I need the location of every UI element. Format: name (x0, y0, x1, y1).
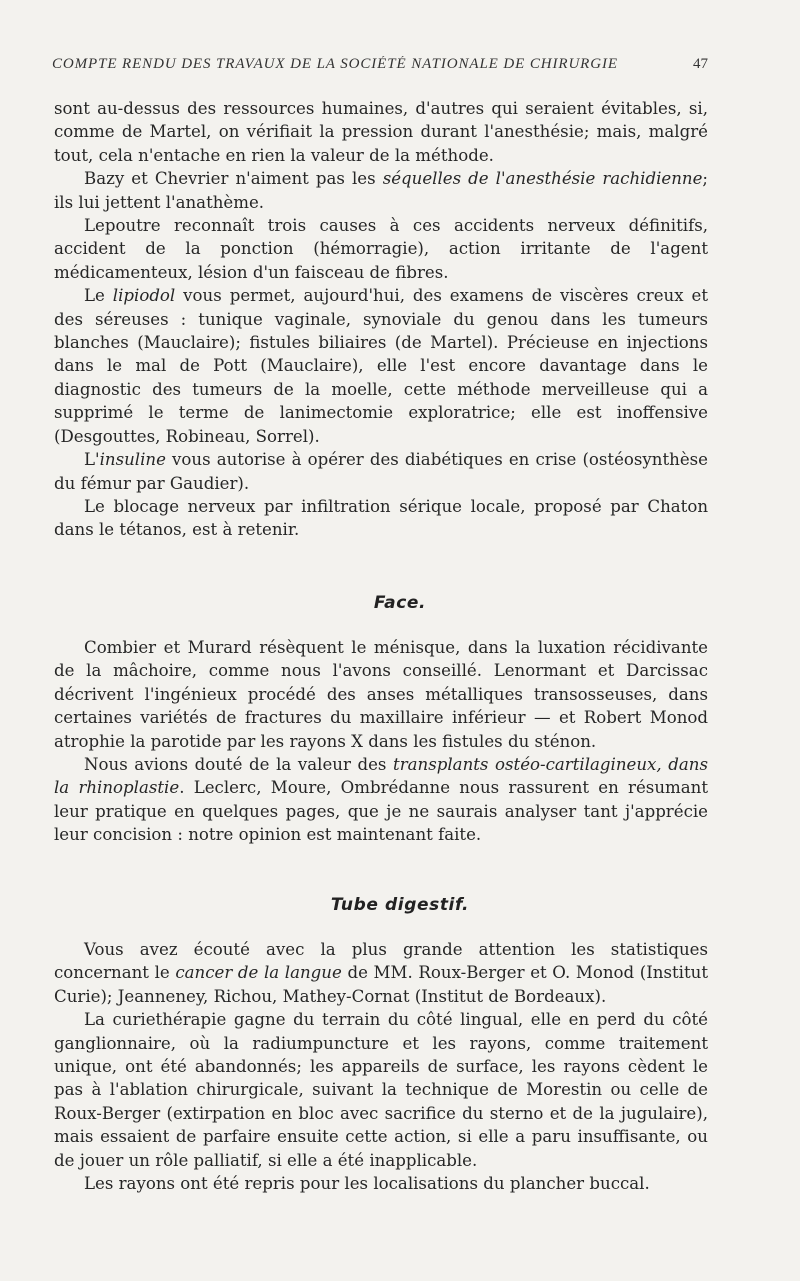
section-tube-digestif (54, 938, 708, 1195)
text-run: sont au-dessus des ressources humaines, d'autres qui seraient évitables, si, comme de Martel, on vérifiait la pression durant l'anesthésie; mais, malgré tout, cela n'entache en rien la valeur de la méthode. (54, 99, 708, 165)
text-run: La curiethérapie gagne du terrain du côté lingual, elle en perd du côté ganglionnaire, où la radiumpuncture et les rayons, comme traitement unique, ont été abandonnés; les appareils de surface, les rayons cèdent le pas à l'ablation chirurgicale, suivant la technique de Morestin ou celle de Roux-Berger (extirpation en bloc avec sacrifice du sterno et de la jugulaire), mais essaient de parfaire ensuite cette action, si elle a paru insuffisante, ou de jouer un rôle palliatif, si elle a été inapplicable. (54, 1010, 708, 1170)
paragraph (54, 167, 708, 214)
paragraph (54, 938, 708, 1008)
text-run: Lepoutre reconnaît trois causes à ces accidents nerveux définitifs, accident de la ponction (hémorragie), action irritante de l'agent médicamenteux, lésion d'un faisceau de fibres. (54, 216, 708, 282)
italic-term: cancer de la langue (175, 963, 342, 983)
text-run: ; ils lui jettent l'anathème. (54, 169, 708, 212)
text-run: vous permet, aujourd'hui, des examens de viscères creux et des séreuses : tunique vaginale, synoviale du genou dans les tumeurs blanches (Mauclaire); fistules biliaires (de Martel). Précieuse en injections dans le mal de Pott (Mauclaire), elle l'est encore davantage dans le diagnostic des tumeurs de la moelle, cette méthode merveilleuse qui a supprimé le terme de lanimectomie exploratrice; elle est inoffensive (Desgouttes, Robineau, Sorrel). (54, 286, 708, 446)
text-run: Bazy et Chevrier n'aiment pas les (84, 169, 383, 189)
section-heading-tube-digestif: Tube digestif. (330, 895, 470, 915)
text-run: . Leclerc, Moure, Ombrédanne nous rassurent en résumant leur pratique en quelques pages, que je ne saurais analyser tant j'apprécie leur concision : notre opinion est maintenant faite. (54, 778, 708, 845)
section-intro (54, 97, 708, 542)
italic-term: transplants ostéo-cartilagineux, dans la rhinoplastie (54, 755, 708, 798)
text-run: vous autorise à opérer des diabétiques en crise (ostéosynthèse du fémur par Gaudier). (54, 450, 708, 493)
text-run: L' (84, 450, 100, 470)
text-run: Les rayons ont été repris pour les localisations du plancher buccal. (84, 1174, 650, 1194)
paragraph (54, 448, 708, 495)
italic-term: insuline (99, 450, 166, 470)
paragraph (54, 495, 708, 542)
section-heading-face: Face. (373, 593, 427, 613)
running-head: COMPTE RENDU DES TRAVAUX DE LA SOCIÉTÉ NATIONALE DE CHIRURGIE (52, 56, 618, 72)
paragraph (54, 1172, 708, 1195)
text-run: Le (84, 286, 113, 306)
text-run: de MM. Roux-Berger et O. Monod (Institut Curie); Jeanneney, Richou, Mathey-Cornat (Institut de Bordeaux). (54, 963, 708, 1006)
text-run: Nous avions douté de la valeur des (84, 755, 394, 775)
paragraph (54, 97, 708, 167)
section-face (54, 636, 708, 847)
text-run: Combier et Murard résèquent le ménisque, dans la luxation récidivante de la mâchoire, comme nous l'avons conseillé. Lenormant et Darcissac décrivent l'ingénieux procédé des anses métalliques transosseuses, dans certaines variétés de fractures du maxillaire inférieur — et Robert Monod atrophie la parotide par les rayons X dans les fistules du sténon. (54, 638, 708, 751)
paragraph (54, 636, 708, 753)
text-run: Vous avez écouté avec la plus grande attention les statistiques concernant le (54, 940, 708, 983)
text-run: Le blocage nerveux par infiltration sérique locale, proposé par Chaton dans le tétanos, est à retenir. (54, 496, 708, 540)
paragraph (54, 214, 708, 284)
paragraph (54, 753, 708, 847)
page-number: 47 (693, 56, 708, 72)
paragraph (54, 284, 708, 448)
italic-term: séquelles de l'anesthésie rachidienne (382, 169, 703, 189)
paragraph (54, 1008, 708, 1172)
italic-term: lipiodol (112, 286, 176, 306)
